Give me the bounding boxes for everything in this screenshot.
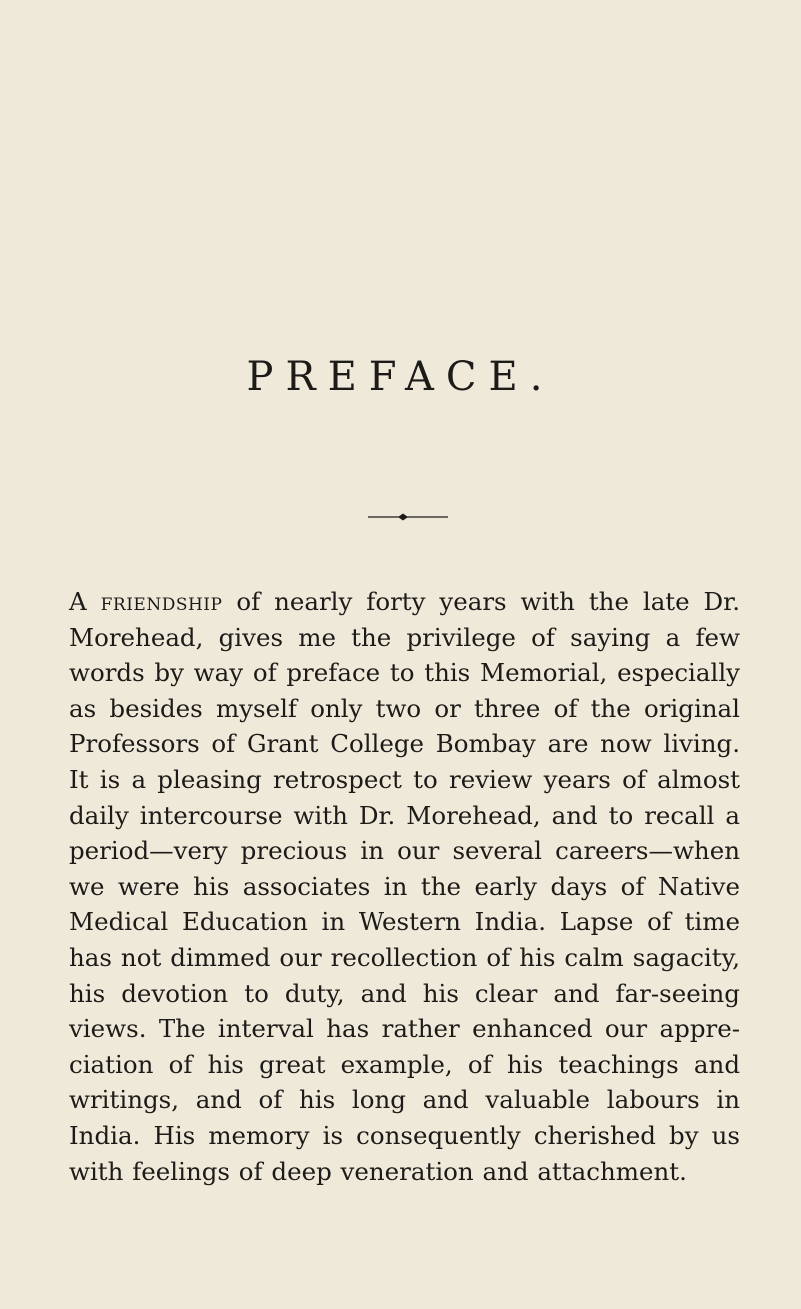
preface-paragraph [69, 584, 740, 1189]
page-title: PREFACE. [246, 354, 555, 400]
paragraph-body: of nearly forty years with the late Dr. Morehead, gives me the privilege of saying a few words by way of preface to this Memorial, especially as besides myself only two or three of the original Professors of Grant College Bombay are now living. It is a pleasing retrospect to review years of almost daily intercourse with Dr. Morehead, and to recall a period—very precious in our several careers—when we were his associates in the early days of Native Medical Education in Western India. Lapse of time has not dimmed our recollection of his calm sagacity, his devotion to duty, and his clear and far-seeing views. The interval has rather enhanced our appre-ciation of his great example, of his teachings and writings, and of his long and valuable labours in India. His memory is consequently cherished by us with feelings of deep veneration and attachment. [69, 587, 740, 1186]
rule-with-diamond-ornament-icon [368, 511, 448, 523]
lead-initial: A [69, 587, 87, 616]
lead-smallcaps-word: friendship [100, 587, 223, 616]
